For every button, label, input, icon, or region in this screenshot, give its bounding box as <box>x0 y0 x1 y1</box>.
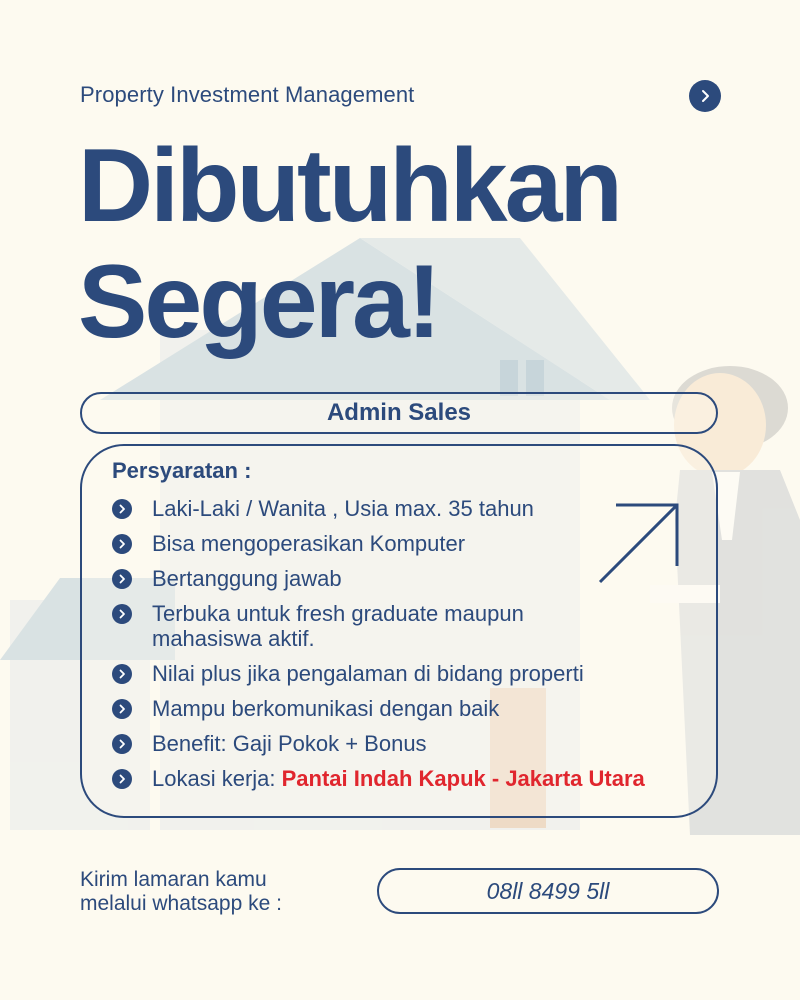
requirement-item <box>112 601 682 651</box>
requirement-text: Laki-Laki / Wanita , Usia max. 35 tahun <box>152 496 534 521</box>
headline-line-2: Segera! <box>78 244 439 360</box>
next-button[interactable] <box>689 80 721 112</box>
position-title: Admin Sales <box>80 392 718 434</box>
requirement-text: Terbuka untuk fresh graduate maupun mahasiswa aktif. <box>152 601 524 651</box>
chevron-right-icon <box>112 769 132 789</box>
chevron-right-icon <box>112 699 132 719</box>
contact-instruction <box>80 868 282 916</box>
requirement-item <box>112 661 682 686</box>
chevron-right-icon <box>112 664 132 684</box>
company-name: Property Investment Management <box>80 82 415 107</box>
chevron-right-icon <box>112 604 132 624</box>
requirement-item-location <box>112 766 682 791</box>
arrow-up-right-icon <box>596 498 686 588</box>
requirement-text: Nilai plus jika pengalaman di bidang properti <box>152 661 584 686</box>
whatsapp-number[interactable]: 08ll 8499 5ll <box>377 868 719 914</box>
house-window <box>500 360 518 396</box>
requirement-text: Benefit: Gaji Pokok + Bonus <box>152 731 427 756</box>
requirement-text <box>152 766 645 791</box>
chevron-right-icon <box>112 734 132 754</box>
requirement-text: Bertanggung jawab <box>152 566 342 591</box>
requirement-text: Bisa mengoperasikan Komputer <box>152 531 466 556</box>
chevron-right-icon <box>698 89 712 103</box>
headline-line-1: Dibutuhkan <box>78 128 620 244</box>
contact-line-2: melalui whatsapp ke : <box>80 892 282 915</box>
chevron-right-icon <box>112 499 132 519</box>
requirement-item <box>112 696 682 721</box>
requirements-title: Persyaratan : <box>112 458 252 483</box>
headline <box>78 128 620 360</box>
requirement-text: Mampu berkomunikasi dengan baik <box>152 696 500 721</box>
contact-line-1: Kirim lamaran kamu <box>80 868 267 891</box>
chevron-right-icon <box>112 534 132 554</box>
location-label: Lokasi kerja: <box>152 766 282 791</box>
chevron-right-icon <box>112 569 132 589</box>
requirement-item <box>112 731 682 756</box>
location-value: Pantai Indah Kapuk - Jakarta Utara <box>281 766 645 791</box>
house-window <box>526 360 544 396</box>
